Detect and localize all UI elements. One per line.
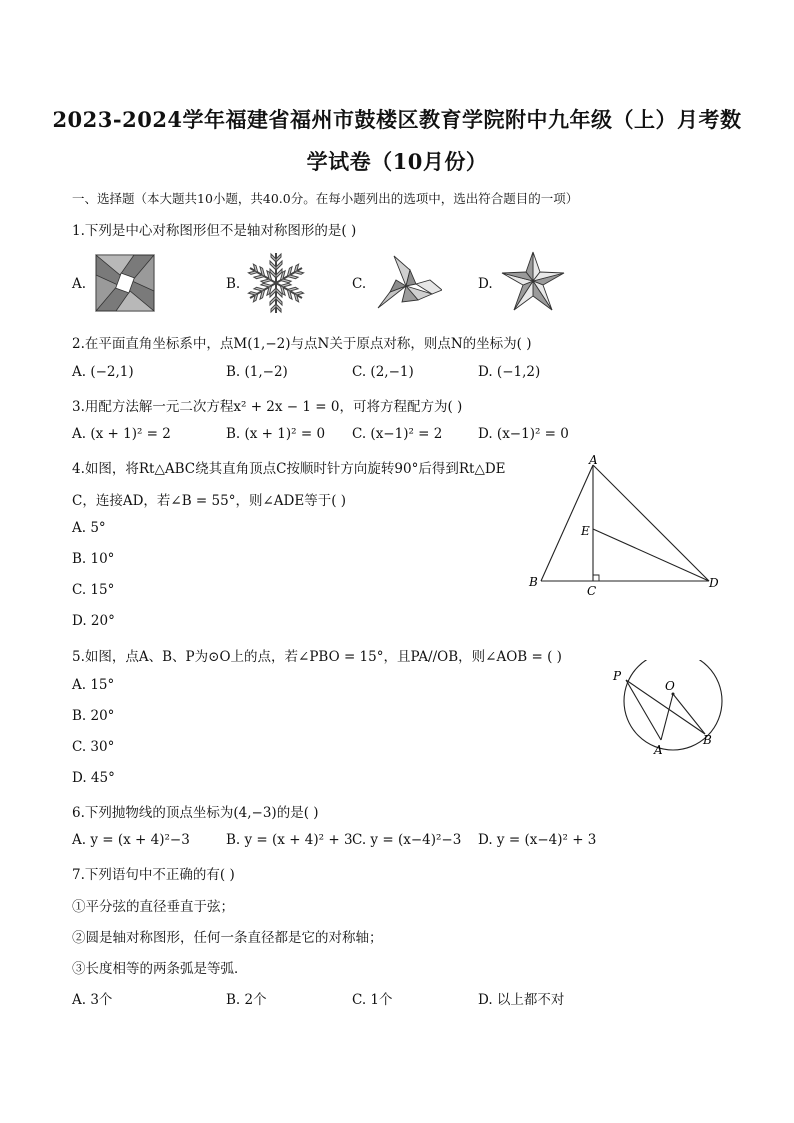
q2-option-a: A. (−2,1) [72,364,134,380]
q5-label-b: B [703,733,712,747]
q4-stem-line2: C，连接AD，若∠B = 55°，则∠ADE等于( ) [72,493,347,509]
q4-label-c: C [587,584,597,598]
q2-option-c: C. (2,−1) [352,364,414,380]
q7-option-b: B. 2个 [226,992,267,1008]
section-heading: 一、选择题（本大题共10小题，共40.0分。在每小题列出的选项中，选出符合题目的一项） [72,191,579,206]
q4-option-a: A. 5° [72,520,106,536]
q5-label-o: O [665,679,675,693]
q1-figure-a [94,253,156,313]
q5-label-a: A [654,743,663,757]
q7-statement-2: ②圆是轴对称图形，任何一条直径都是它的对称轴； [72,930,383,946]
q4-segment-ab [541,465,593,581]
q4-segment-ad [593,465,709,581]
q5-figure-circle [606,660,726,760]
q7-statement-3: ③长度相等的两条弧是等弧． [72,961,248,977]
q3-option-a: A. (x + 1)² = 2 [72,426,171,442]
q5-label-p: P [613,669,622,683]
q7-stem: 7.下列语句中不正确的有( ) [72,867,235,883]
q7-option-c: C. 1个 [352,992,393,1008]
q6-stem: 6.下列抛物线的顶点坐标为(4,−3)的是( ) [72,805,319,821]
q1-figure-c [372,250,442,316]
q4-label-a: A [589,455,598,467]
q3-stem: 3.用配方法解一元二次方程x² + 2x − 1 = 0，可将方程配方为( ) [72,399,463,415]
q2-option-d: D. (−1,2) [478,364,541,380]
q1-figure-b [244,250,308,316]
exam-title-line1: 2023-2024学年福建省福州市鼓楼区教育学院附中九年级（上）月考数 [52,107,742,132]
q1-figure-d [498,248,568,314]
q5-segment-ob [673,694,705,734]
q3-option-d: D. (x−1)² = 0 [478,426,569,442]
q6-option-d: D. y = (x−4)² + 3 [478,832,597,848]
exam-title-line2: 学试卷（10月份） [306,149,488,174]
q3-option-b: B. (x + 1)² = 0 [226,426,326,442]
q1-option-c-label: C. [352,276,367,292]
q2-option-b: B. (1,−2) [226,364,288,380]
q1-option-a-label: A. [72,276,87,292]
q6-option-c: C. y = (x−4)²−3 [352,832,462,848]
q3-option-c: C. (x−1)² = 2 [352,426,443,442]
q4-option-d: D. 20° [72,613,115,629]
q4-label-e: E [581,524,590,538]
q5-option-b: B. 20° [72,708,115,724]
q4-stem-line1: 4.如图，将Rt△ABC绕其直角顶点C按顺时针方向旋转90°后得到Rt△DE [72,461,506,477]
q5-option-c: C. 30° [72,739,115,755]
q4-segment-ed [593,529,709,581]
q5-stem: 5.如图，点A、B、P为⊙O上的点，若∠PBO = 15°，且PA//OB，则∠AOB = ( ) [72,649,562,665]
q1-option-d-label: D. [478,276,493,292]
q2-stem: 2.在平面直角坐标系中，点M(1,−2)与点N关于原点对称，则点N的坐标为( ) [72,336,532,352]
q5-segment-oa [661,694,673,740]
q1-option-b-label: B. [226,276,241,292]
q5-segment-pa [626,680,661,740]
q1-stem: 1.下列是中心对称图形但不是轴对称图形的是( ) [72,223,357,239]
q4-label-d: D [709,576,719,590]
q7-statement-1: ①平分弦的直径垂直于弦； [72,899,234,915]
q6-option-b: B. y = (x + 4)² + 3 [226,832,353,848]
q7-option-a: A. 3个 [72,992,113,1008]
q6-option-a: A. y = (x + 4)²−3 [72,832,190,848]
q5-option-d: D. 45° [72,770,115,786]
q4-label-b: B [529,575,538,589]
q5-option-a: A. 15° [72,677,115,693]
q7-option-d: D. 以上都不对 [478,992,565,1008]
q4-right-angle-mark [593,575,599,581]
q4-option-b: B. 10° [72,551,115,567]
q4-figure-triangle [526,455,726,600]
q4-option-c: C. 15° [72,582,115,598]
